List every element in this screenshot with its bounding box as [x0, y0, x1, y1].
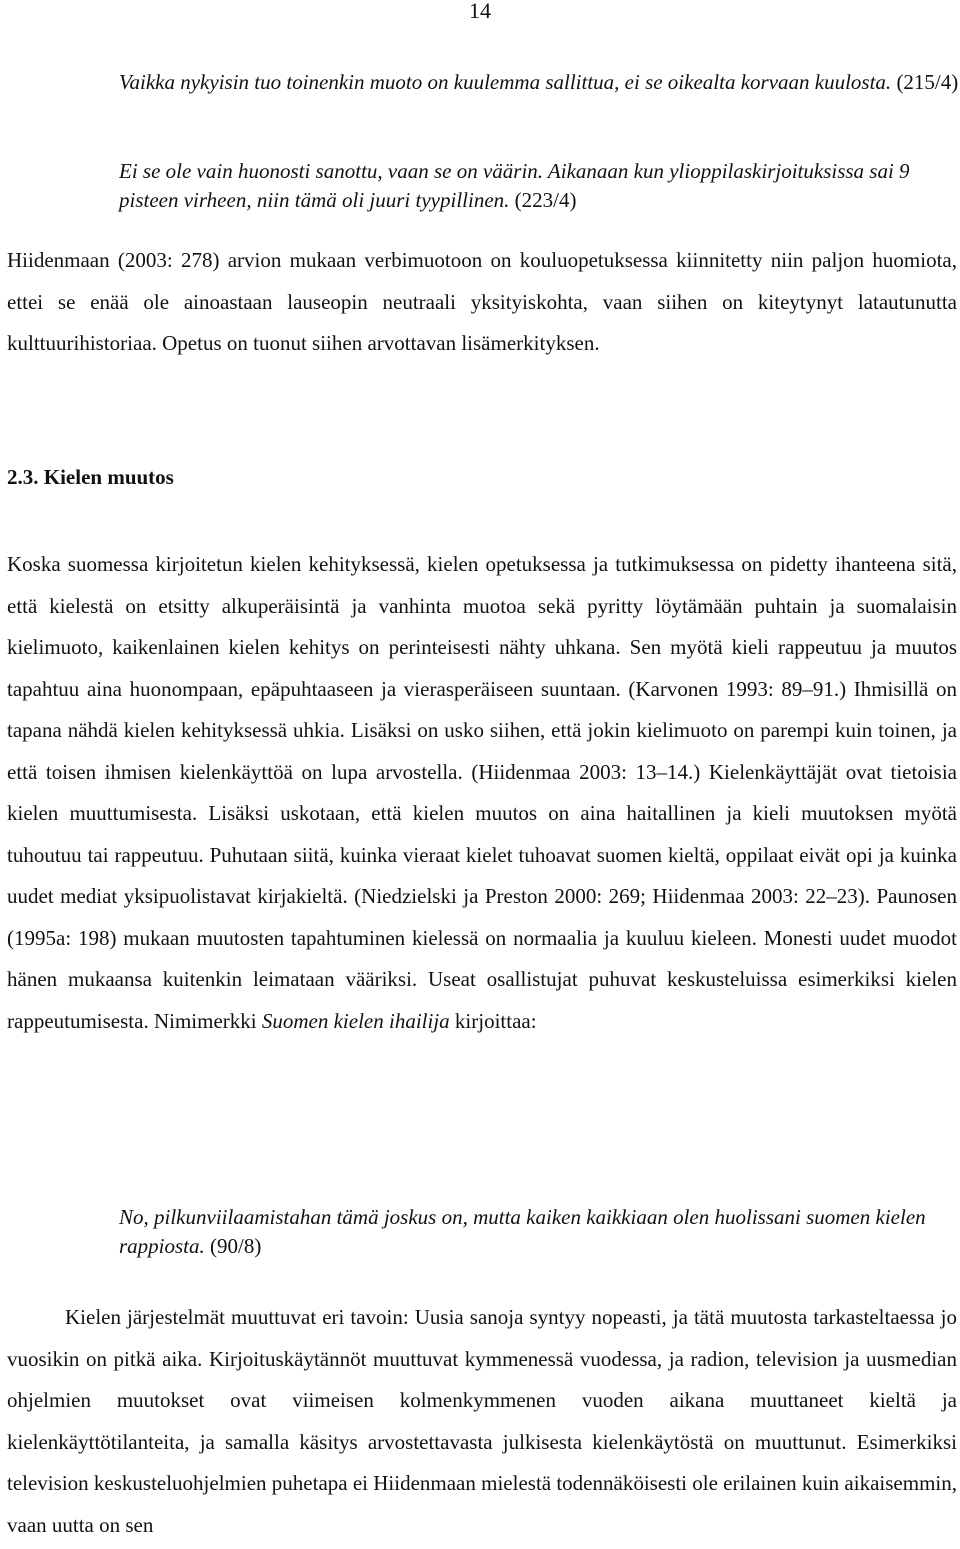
section-heading: 2.3. Kielen muutos — [7, 465, 174, 489]
quote-block-3 — [119, 1203, 959, 1261]
quote-3-text: No, pilkunviilaamistahan tämä joskus on, mutta kaiken kaikkiaan olen huolissani suomen kielen rappiosta. — [119, 1205, 926, 1258]
paragraph-1: Hiidenmaan (2003: 278) arvion mukaan verbimuotoon on kouluopetuksessa kiinnitetty niin paljon huomiota, ettei se enää ole ainoastaan lauseopin neutraali yksityiskohta, vaan siihen on kiteytynyt latautunutta kulttuurihistoriaa. Opetus on tuonut siihen arvottavan lisämerkityksen. — [7, 248, 957, 355]
quote-1-text: Vaikka nykyisin tuo toinenkin muoto on kuulemma sallittua, ei se oikealta korvaan kuulosta. — [119, 70, 892, 94]
nickname: Suomen kielen ihailija — [261, 1008, 450, 1033]
quote-2-ref: (223/4) — [514, 188, 577, 212]
quote-1-ref: (215/4) — [896, 70, 959, 94]
paragraph-3: Kielen järjestelmät muuttuvat eri tavoin: Uusia sanoja syntyy nopeasti, ja tätä muutosta tarkasteltaessa jo vuosikin on pitkä aika. Kirjoituskäytännöt muuttuvat kymmenessä vuodessa, ja radion, television ja uusmedian ohjelmien muutokset ovat viimeisen kolmenkymmenen vuoden aikana muuttaneet kieltä ja kielenkäyttötilanteita, ja samalla käsitys arvostettavasta julkisesta kielenkäytöstä on muuttunut. Esimerkiksi television keskusteluohjelmien puhetapa ei Hiidenmaan mielestä todennäköisesti ole erilainen kuin aikaisemmin, vaan uutta on sen — [7, 1305, 957, 1537]
quote-3-ref: (90/8) — [210, 1234, 262, 1258]
paragraph-2-end: kirjoittaa: — [454, 1008, 537, 1033]
quote-2-text: Ei se ole vain huonosti sanottu, vaan se on väärin. Aikanaan kun ylioppilaskirjoituksissa sai 9 pisteen virheen, niin tämä oli juuri tyypillinen. — [119, 159, 910, 212]
quote-block-1 — [119, 68, 959, 97]
paragraph-2 — [7, 544, 957, 1042]
quote-block-2 — [119, 157, 959, 215]
page-number: 14 — [469, 0, 491, 23]
paragraph-2-text: Koska suomessa kirjoitetun kielen kehityksessä, kielen opetuksessa ja tutkimuksessa on pidetty ihanteena sitä, että kielestä on etsitty alkuperäisintä ja vanhinta muotoa sekä pyritty löytämään puhtain ja suomalaisin kielimuoto, kaikenlainen kielen kehitys on perinteisesti nähty uhkana. Sen myötä kieli rappeutuu ja muutos tapahtuu aina huonompaan, epäpuhtaaseen ja vierasperäiseen suuntaan. (Karvonen 1993: 89–91.) Ihmisillä on tapana nähdä kielen kehityksessä uhkia. Lisäksi on usko siihen, että jokin kielimuoto on parempi kuin toinen, ja että toisen ihmisen kielenkäyttöä on lupa arvostella. (Hiidenmaa 2003: 13–14.) Kielenkäyttäjät ovat tietoisia kielen muuttumisesta. Lisäksi uskotaan, että kielen muutos on aina haitallinen ja kieli muutoksen myötä tuhoutuu tai rappeutuu. Puhutaan siitä, kuinka vieraat kielet tuhoavat suomen kieltä, oppilaat eivät opi ja kuinka uudet mediat yksipuolistavat kirjakieltä. (Niedzielski ja Preston 2000: 269; Hiidenmaa 2003: 22–23). Paunosen (1995a: 198) mukaan muutosten tapahtuminen kielessä on normaalia ja kuuluu kieleen. Monesti uudet muodot hänen mukaansa kuitenkin leimataan vääriksi. Useat osallistujat puhuvat keskusteluissa esimerkiksi kielen rappeutumisesta. Nimimerkki — [7, 552, 957, 1033]
